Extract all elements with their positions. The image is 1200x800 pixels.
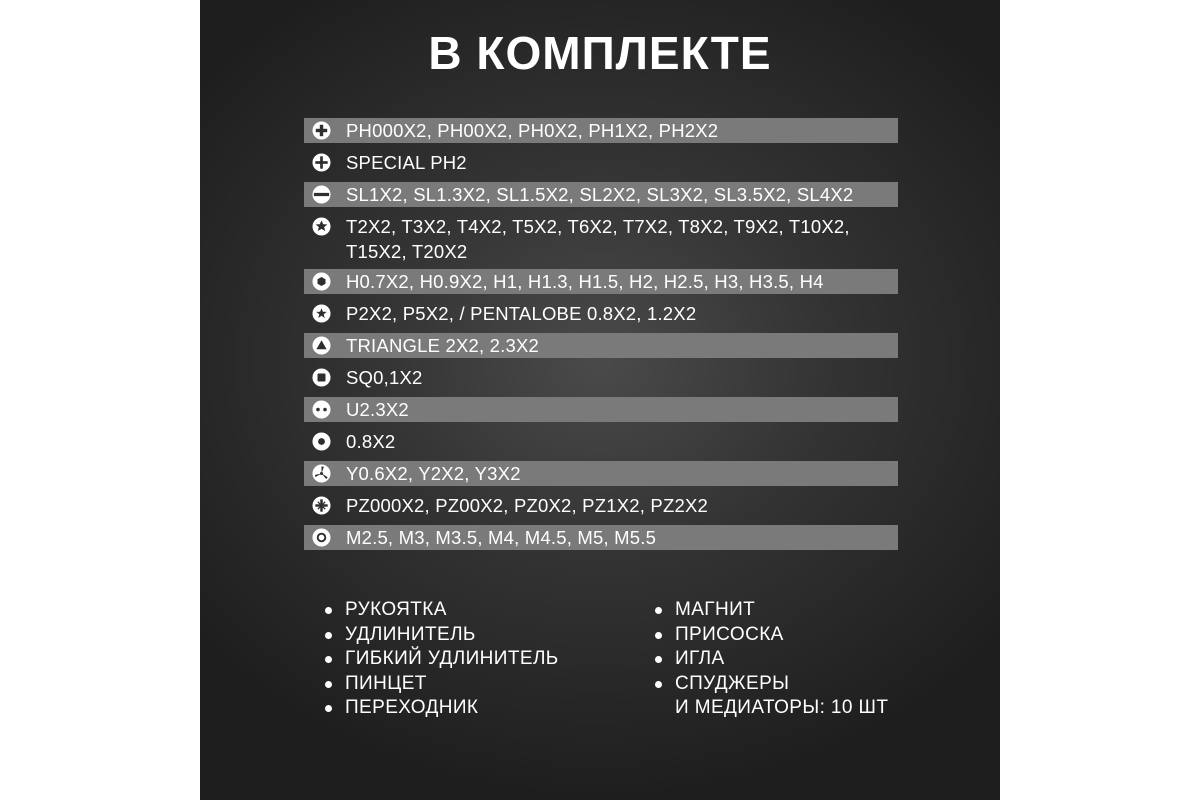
bullet-icon xyxy=(325,681,332,688)
bit-row-text: PH000X2, PH00X2, PH0X2, PH1X2, PH2X2 xyxy=(346,120,719,141)
accessory-item xyxy=(325,598,559,623)
bit-row xyxy=(304,397,898,422)
bit-row xyxy=(304,118,898,143)
phillips-icon xyxy=(311,118,331,143)
accessories-list-left xyxy=(325,598,559,721)
accessory-label: РУКОЯТКА xyxy=(345,599,447,620)
bit-row xyxy=(304,301,898,326)
bit-row xyxy=(304,333,898,358)
bullet-icon xyxy=(325,705,332,712)
bullet-icon xyxy=(655,607,662,614)
bit-row xyxy=(304,493,898,518)
accessory-item xyxy=(655,623,888,648)
bit-row-text: H0.7X2, H0.9X2, H1, H1.3, H1.5, H2, H2.5, H3, H3.5, H4 xyxy=(346,271,824,292)
bullet-icon xyxy=(325,632,332,639)
accessory-item xyxy=(325,647,559,672)
bit-row xyxy=(304,182,898,207)
accessory-item xyxy=(655,672,888,721)
bullet-icon xyxy=(655,656,662,663)
accessories-list-right xyxy=(655,598,888,721)
tri-wing-icon xyxy=(311,461,331,486)
bit-row-text: TRIANGLE 2X2, 2.3X2 xyxy=(346,335,540,356)
bit-row-text: 0.8X2 xyxy=(346,431,396,452)
bit-row xyxy=(304,429,898,454)
product-panel xyxy=(200,0,1000,800)
bit-row-text: T2X2, T3X2, T4X2, T5X2, T6X2, T7X2, T8X2, T9X2, T10X2, T15X2, T20X2 xyxy=(346,216,850,262)
accessory-label: ПРИСОСКА xyxy=(675,623,784,645)
bit-row xyxy=(304,525,898,550)
accessory-item xyxy=(655,647,888,672)
accessory-label: ПИНЦЕТ xyxy=(345,672,427,694)
bit-row-text: SPECIAL PH2 xyxy=(346,152,467,173)
accessory-item xyxy=(325,696,559,721)
triangle-icon xyxy=(311,333,331,358)
bit-row xyxy=(304,269,898,294)
accessory-label: ПЕРЕХОДНИК xyxy=(345,697,479,718)
square-icon xyxy=(311,365,331,390)
bit-row-text: PZ000X2, PZ00X2, PZ0X2, PZ1X2, PZ2X2 xyxy=(346,495,708,516)
nut-socket-icon xyxy=(311,525,331,550)
bit-row-text: Y0.6X2, Y2X2, Y3X2 xyxy=(346,463,521,484)
bit-row-text: SQ0,1X2 xyxy=(346,367,423,388)
accessory-label: ГИБКИЙ УДЛИНИТЕЛЬ xyxy=(345,648,559,669)
special-phillips-icon xyxy=(311,150,331,175)
hex-icon xyxy=(311,269,331,294)
accessory-item xyxy=(325,623,559,648)
round-socket-icon xyxy=(311,429,331,454)
bit-row xyxy=(304,150,898,175)
bullet-icon xyxy=(325,656,332,663)
bullet-icon xyxy=(655,632,662,639)
accessory-item xyxy=(325,672,559,697)
page-title: В КОМПЛЕКТЕ xyxy=(428,27,772,79)
accessory-label: И МЕДИАТОРЫ: 10 ШТ xyxy=(675,697,889,718)
bullet-icon xyxy=(655,681,662,688)
bit-row-text: U2.3X2 xyxy=(346,399,409,420)
bit-list xyxy=(304,118,898,557)
bit-row-text: SL1X2, SL1.3X2, SL1.5X2, SL2X2, SL3X2, SL3.5X2, SL4X2 xyxy=(346,184,854,205)
bit-row xyxy=(304,461,898,486)
bit-row-text: M2.5, M3, M3.5, M4, M4.5, M5, M5.5 xyxy=(346,527,657,548)
bullet-icon xyxy=(325,607,332,614)
bit-row xyxy=(304,365,898,390)
pentalobe-icon xyxy=(311,301,331,326)
accessory-label: УДЛИНИТЕЛЬ xyxy=(345,623,476,645)
bit-row-text: P2X2, P5X2, / PENTALOBE 0.8X2, 1.2X2 xyxy=(346,303,697,324)
accessory-label: СПУДЖЕРЫ xyxy=(675,672,790,694)
accessory-item xyxy=(655,598,888,623)
slotted-icon xyxy=(311,182,331,207)
bit-row xyxy=(304,214,898,264)
torx-icon xyxy=(311,214,331,239)
pozidriv-icon xyxy=(311,493,331,518)
accessory-label: МАГНИТ xyxy=(675,599,756,620)
u-shape-icon xyxy=(311,397,331,422)
accessory-label: ИГЛА xyxy=(675,648,725,669)
